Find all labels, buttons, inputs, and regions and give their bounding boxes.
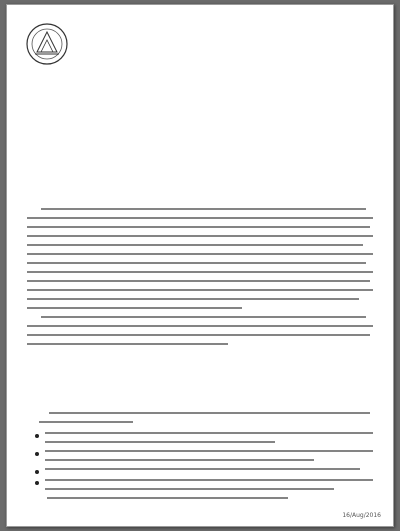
list-item [35, 468, 373, 477]
title-line-3 [7, 151, 393, 165]
kingdom-heading [7, 15, 393, 31]
section-heading-1 [25, 188, 365, 200]
page-footer [7, 512, 393, 522]
subsection-heading-1-1 [43, 392, 383, 404]
title-line-1 [7, 113, 393, 127]
list-item [35, 432, 373, 450]
title-line-4 [7, 170, 393, 184]
paragraph-2 [27, 316, 373, 352]
report-title [7, 113, 393, 189]
list-item [35, 450, 373, 468]
section-heading-2 [25, 356, 365, 368]
document-page [6, 4, 394, 527]
ministry-name [15, 68, 145, 78]
national-motto [7, 35, 393, 47]
paragraph-3 [39, 412, 373, 430]
list-item [35, 479, 373, 497]
subsection-heading-1 [31, 373, 371, 385]
list-item [47, 497, 373, 506]
title-line-2 [7, 132, 393, 146]
footer-date: 16/Aug/2016 [342, 512, 381, 519]
paragraph-1 [27, 208, 373, 316]
